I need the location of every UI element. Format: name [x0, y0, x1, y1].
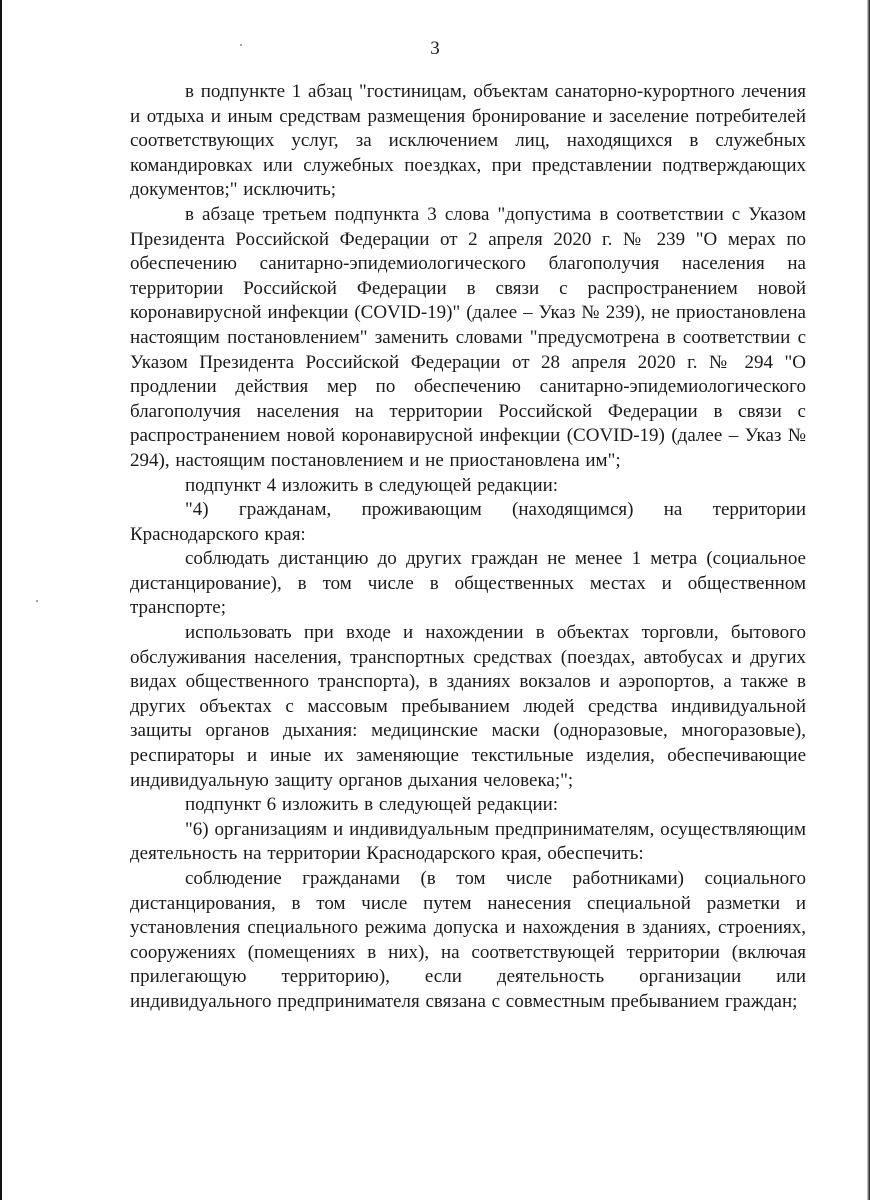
paragraph-9: соблюдение гражданами (в том числе работниками) социального дистанцирования, в том числе путем нанесения специальной разметки и установления специального режима допуска и нахождения в зданиях, строениях, сооружениях (помещениях в них), на соответствующей территории (включая прилегающую территорию), если деятельность организации или индивидуального предпринимателя связана с совместным пребыванием граждан; [130, 868, 806, 1012]
paragraph-7: подпункт 6 изложить в следующей редакции: [185, 794, 559, 816]
page-number: 3 [430, 38, 440, 59]
paragraph-6: использовать при входе и нахождении в объектах торговли, бытового обслуживания населения, транспортных средствах (поездах, автобусах и других видах общественного транспорта), в зданиях вокзалов и аэропортов, а также в других объектах с массовым пребыванием людей средства индивидуальной защиты органов дыхания: медицинские маски (одноразовые, многоразовые), респираторы и иные их заменяющие текстильные изделия, обеспечивающие индивидуальную защиту органов дыхания человека;"; [130, 622, 806, 791]
paragraph-1: в подпункте 1 абзац "гостиницам, объектам санаторно-курортного лечения и отдыха и иным средствам размещения бронирование и заселение потребителей соответствующих услуг, за исключением лиц, находящихся в служебных командировках или служебных поездках, при представлении подтверждающих документов;" исключить; [130, 81, 806, 201]
paragraph-2: в абзаце третьем подпункта 3 слова "допустима в соответствии с Указом Президента Российской Федерации от 2 апреля 2020 г. № 239 "О мерах по обеспечению санитарно-эпидемиологического благополучия населения на территории Российской Федерации в связи с распространением новой коронавирусной инфекции (COVID-19)" (далее – Указ № 239), не приостановлена настоящим постановлением" заменить словами "предусмотрена в соответствии с Указом Президента Российской Федерации от 28 апреля 2020 г. № 294 "О продлении действия мер по обеспечению санитарно-эпидемиологического благополучия населения на территории Российской Федерации в связи с распространением новой коронавирусной инфекции (COVID-19) (далее – Указ № 294), настоящим постановлением и не приостановлена им"; [130, 203, 806, 471]
paragraph-5: соблюдать дистанцию до других граждан не менее 1 метра (социальное дистанцирование), в том числе в общественных местах и общественном транспорте; [130, 548, 806, 619]
paragraph-4: "4) гражданам, проживающим (находящимся) на территории Краснодарского края: [130, 499, 806, 545]
scan-speck [36, 600, 38, 602]
paragraph-3: подпункт 4 изложить в следующей редакции: [185, 474, 559, 496]
paragraph-8: "6) организациям и индивидуальным предпринимателям, осуществляющим деятельность на территории Краснодарского края, обеспечить: [130, 818, 806, 865]
document-body [130, 80, 806, 1015]
